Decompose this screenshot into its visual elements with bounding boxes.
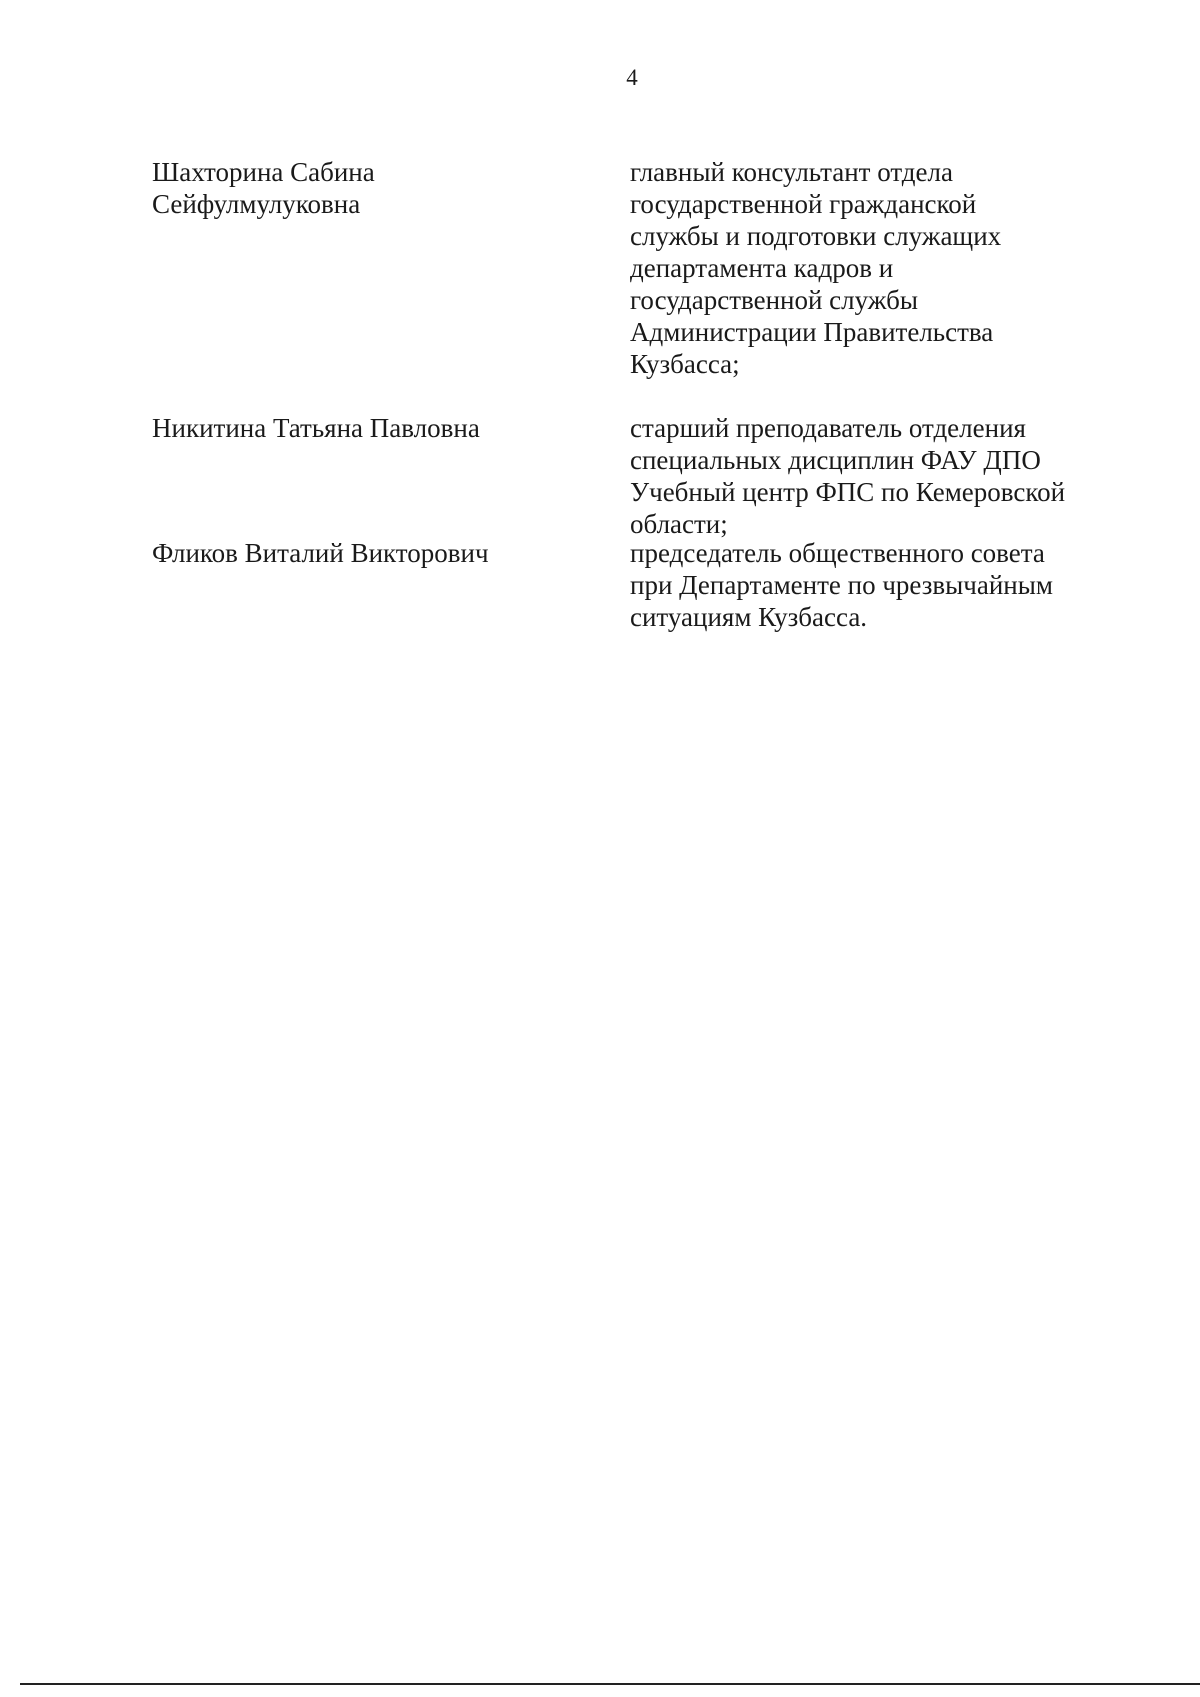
- bottom-rule: [20, 1683, 1200, 1685]
- member-position: старший преподаватель отделения специальных дисциплин ФАУ ДПО Учебный центр ФПС по Кемеровской области;: [630, 413, 1066, 539]
- member-name: Фликов Виталий Викторович: [152, 538, 489, 568]
- member-name: Никитина Татьяна Павловна: [152, 413, 480, 443]
- member-name: Шахторина Сабина Сейфулмулуковна: [152, 157, 375, 219]
- member-position: главный консультант отдела государственной гражданской службы и подготовки служащих департамента кадров и государственной службы Администрации Правительства Кузбасса;: [630, 157, 1002, 379]
- member-position: председатель общественного совета при Департаменте по чрезвычайным ситуациям Кузбасса.: [630, 538, 1053, 632]
- page-number: 4: [626, 65, 638, 90]
